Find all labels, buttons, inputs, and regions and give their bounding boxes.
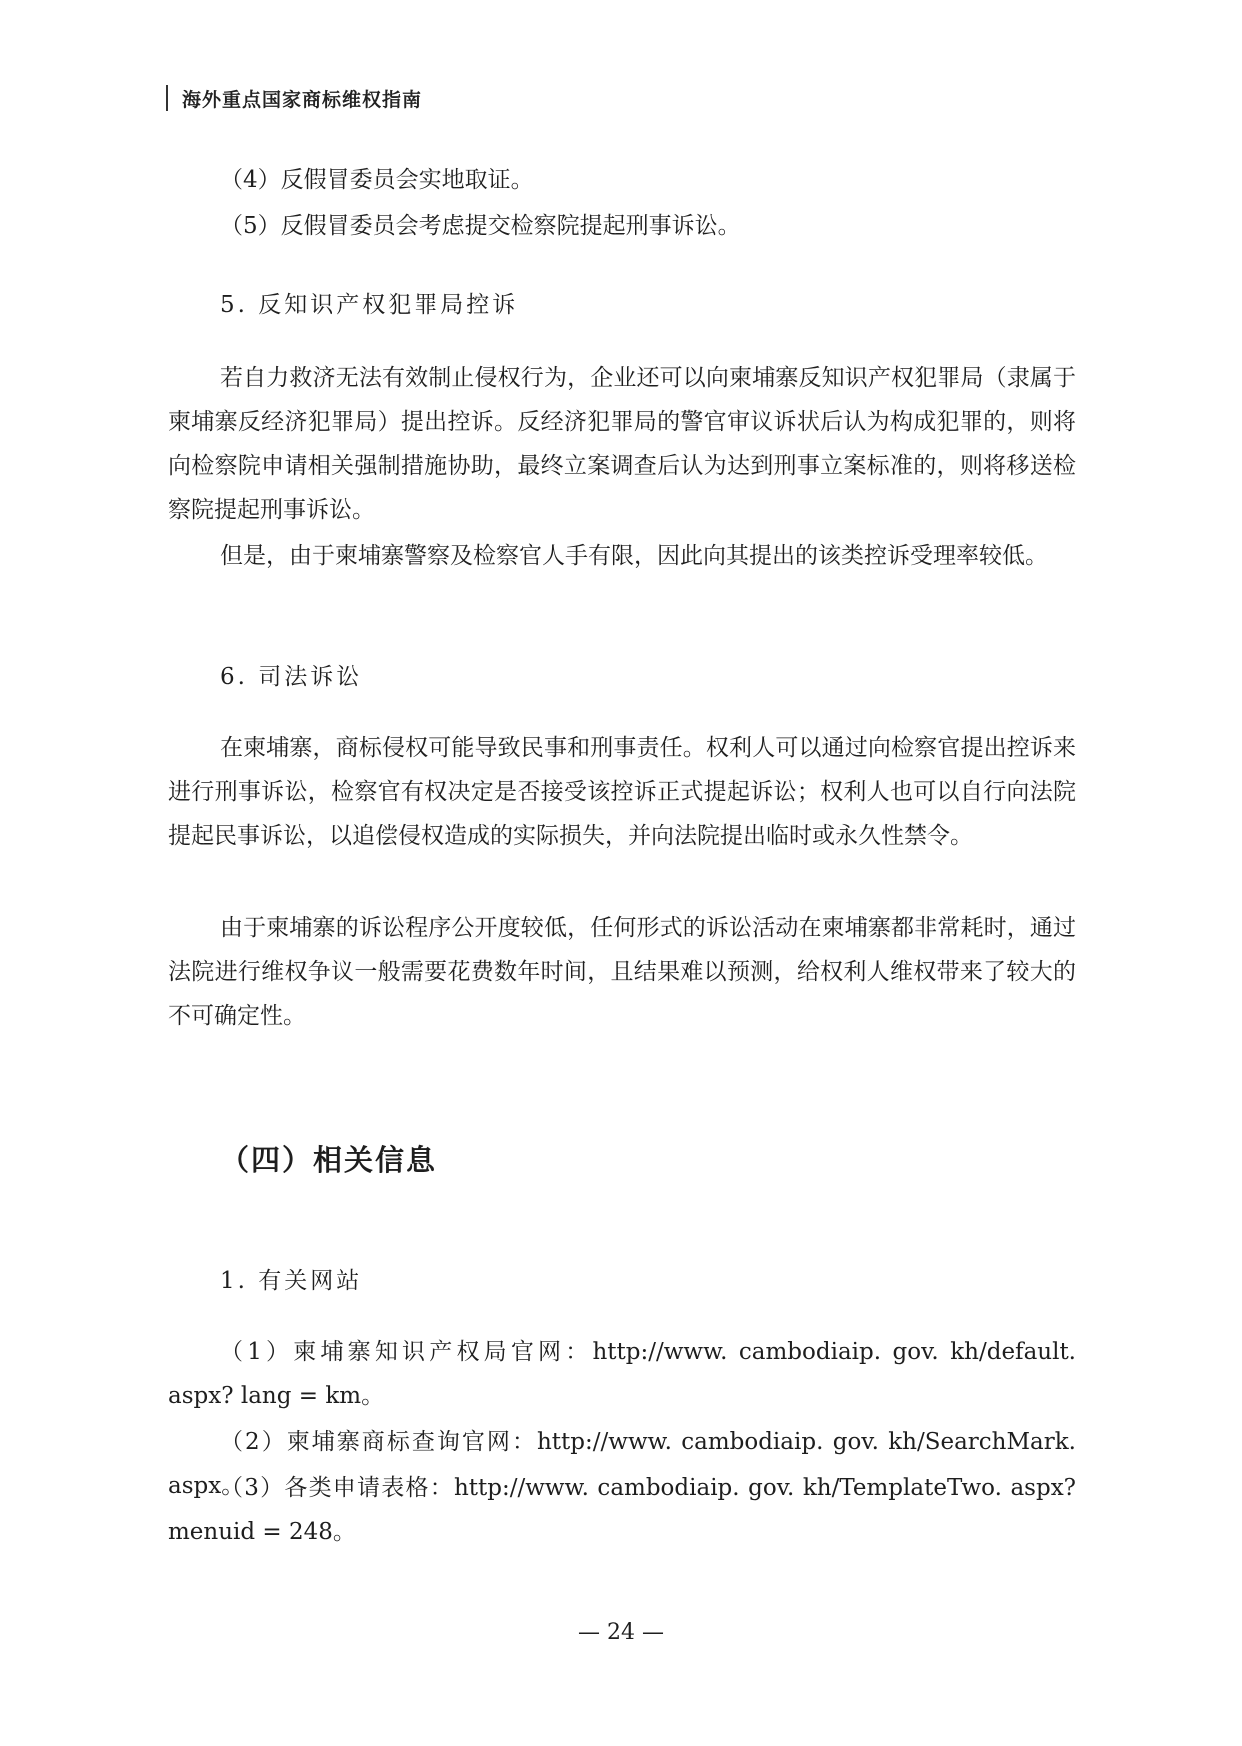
section-title: （四）相关信息 [220, 1143, 438, 1177]
header-divider [166, 85, 168, 111]
list-item: （4）反假冒委员会实地取证。 [220, 167, 534, 193]
link-item: （2）柬埔寨商标查询官网：http://www. cambodiaip. gov. kh/SearchMark. aspx。 [168, 1429, 1076, 1499]
paragraph: 由于柬埔寨的诉讼程序公开度较低，任何形式的诉讼活动在柬埔寨都非常耗时，通过法院进行维权争议一般需要花费数年时间，且结果难以预测，给权利人维权带来了较大的不可确定性。 [168, 915, 1076, 1029]
list-item: （5）反假冒委员会考虑提交检察院提起刑事诉讼。 [220, 213, 741, 239]
paragraph: 若自力救济无法有效制止侵权行为，企业还可以向柬埔寨反知识产权犯罪局（隶属于柬埔寨反经济犯罪局）提出控诉。反经济犯罪局的警官审议诉状后认为构成犯罪的，则将向检察院申请相关强制措施协助，最终立案调查后认为达到刑事立案标准的，则将移送检察院提起刑事诉讼。 [168, 365, 1076, 523]
section-heading: 6. 司法诉讼 [220, 664, 363, 690]
section-heading: 1. 有关网站 [220, 1268, 363, 1294]
section-heading: 5. 反知识产权犯罪局控诉 [220, 292, 519, 318]
book-title: 海外重点国家商标维权指南 [182, 88, 423, 111]
page-number: — 24 — [578, 1620, 664, 1645]
paragraph: 在柬埔寨，商标侵权可能导致民事和刑事责任。权利人可以通过向检察官提出控诉来进行刑事诉讼，检察官有权决定是否接受该控诉正式提起诉讼；权利人也可以自行向法院提起民事诉讼，以追偿侵权造成的实际损失，并向法院提出临时或永久性禁令。 [168, 735, 1076, 849]
running-header [166, 84, 422, 112]
link-item: （3）各类申请表格：http://www. cambodiaip. gov. kh/TemplateTwo. aspx? menuid = 248。 [168, 1475, 1076, 1545]
link-item: （1）柬埔寨知识产权局官网：http://www. cambodiaip. gov. kh/default. aspx? lang = km。 [168, 1339, 1076, 1409]
paragraph: 但是，由于柬埔寨警察及检察官人手有限，因此向其提出的该类控诉受理率较低。 [220, 543, 1048, 569]
